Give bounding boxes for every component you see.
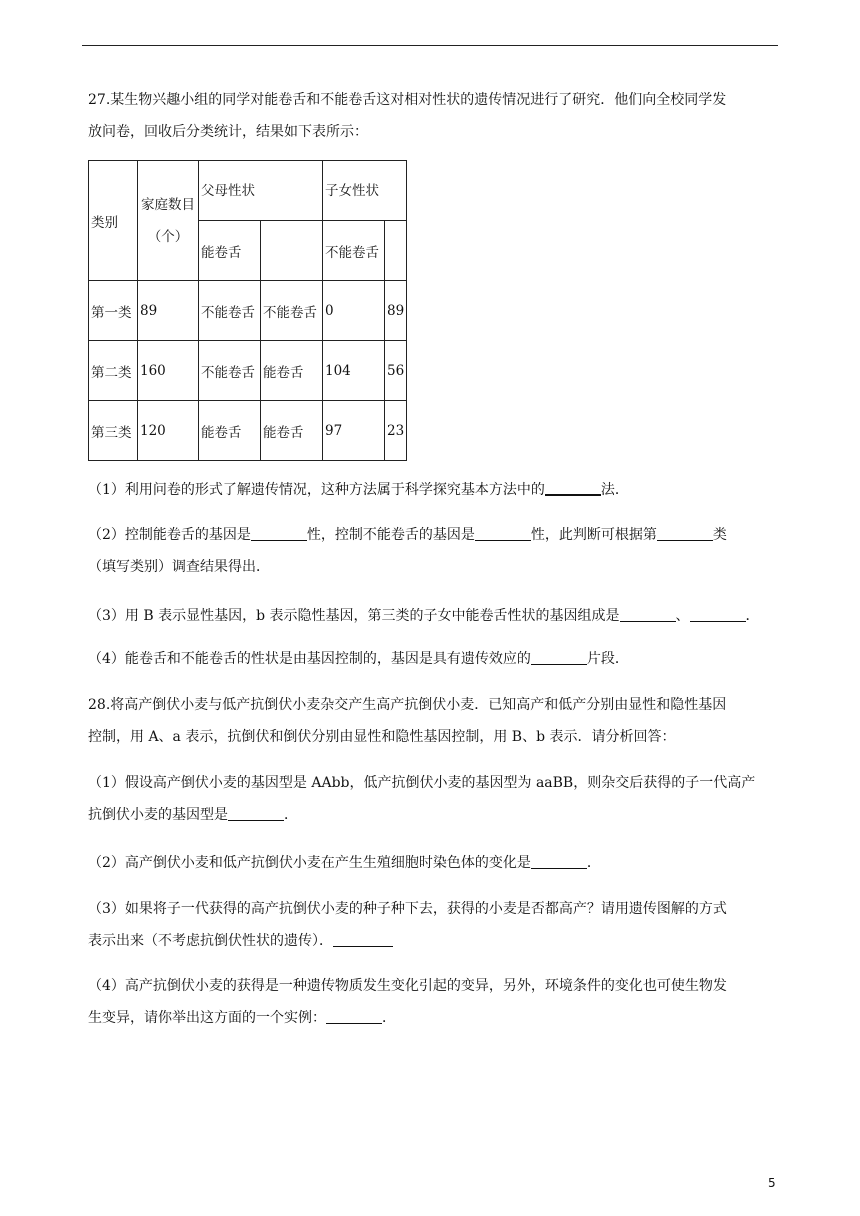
answer-blank[interactable] bbox=[620, 605, 676, 622]
q27-intro: 27.某生物兴趣小组的同学对能卷舌和不能卷舌这对相对性状的遗传情况进行了研究．他们向全校同学发 放问卷，回收后分类统计，结果如下表所示： bbox=[88, 92, 727, 140]
answer-blank[interactable] bbox=[531, 852, 587, 869]
header-children: 子女性状 bbox=[323, 161, 407, 221]
sub-empty bbox=[385, 221, 407, 281]
q27-sub1: （1）利用问卷的形式了解遗传情况，这种方法属于科学探究基本方法中的 法． bbox=[88, 474, 780, 506]
answer-blank[interactable] bbox=[690, 605, 746, 622]
q27-sub2: （2）控制能卷舌的基因是 性，控制不能卷舌的基因是 性，此判断可根据第 类 （填写类别）调查结果得出． bbox=[88, 519, 780, 583]
q27-sub3: （3）用 B 表示显性基因，b 表示隐性基因，第三类的子女中能卷舌性状的基因组成是 、 ． bbox=[88, 600, 780, 632]
sub-can-roll: 能卷舌 bbox=[199, 221, 261, 281]
answer-blank[interactable] bbox=[475, 524, 531, 541]
q28-intro: 28.将高产倒伏小麦与低产抗倒伏小麦杂交产生高产抗倒伏小麦．已知高产和低产分别由显性和隐性基因 控制，用 A、a 表示，抗倒伏和倒伏分别由显性和隐性基因控制，用 B、b 表示．请分析回答： bbox=[88, 697, 727, 745]
page-number: 5 bbox=[768, 1176, 776, 1190]
header-rule bbox=[82, 45, 778, 46]
q27-sub4: （4）能卷舌和不能卷舌的性状是由基因控制的，基因是具有遗传效应的 片段． bbox=[88, 643, 780, 675]
answer-blank[interactable] bbox=[326, 1007, 382, 1024]
answer-blank[interactable] bbox=[228, 804, 284, 821]
q28-sub2: （2）高产倒伏小麦和低产抗倒伏小麦在产生生殖细胞时染色体的变化是 ． bbox=[88, 847, 780, 879]
header-category: 类别 bbox=[89, 161, 138, 281]
answer-blank[interactable] bbox=[657, 524, 713, 541]
header-families: 家庭数目 （个） bbox=[138, 161, 199, 281]
q28-sub3: （3）如果将子一代获得的高产抗倒伏小麦的种子种下去，获得的小麦是否都高产？请用遗传图解的方式 表示出来（不考虑抗倒伏性状的遗传）． bbox=[88, 901, 727, 949]
q28-sub4: （4）高产抗倒伏小麦的获得是一种遗传物质发生变化引起的变异，另外，环境条件的变化也可使生物发 生变异，请你举出这方面的一个实例： ． bbox=[88, 978, 727, 1026]
q28-sub1: （1）假设高产倒伏小麦的基因型是 AAbb，低产抗倒伏小麦的基因型为 aaBB，则杂交后获得的子一代高产 抗倒伏小麦的基因型是 ． bbox=[88, 775, 756, 823]
answer-blank[interactable] bbox=[333, 930, 393, 947]
sub-cannot-roll: 不能卷舌 bbox=[323, 221, 385, 281]
answer-blank[interactable] bbox=[251, 524, 307, 541]
header-parents: 父母性状 bbox=[199, 161, 323, 221]
table-row: 第三类 120 能卷舌 能卷舌 97 23 bbox=[89, 401, 407, 461]
answer-blank[interactable] bbox=[531, 648, 587, 665]
table-row: 第二类 160 不能卷舌 能卷舌 104 56 bbox=[89, 341, 407, 401]
sub-empty bbox=[261, 221, 323, 281]
table-row: 第一类 89 不能卷舌 不能卷舌 0 89 bbox=[89, 281, 407, 341]
answer-blank[interactable] bbox=[545, 478, 601, 496]
survey-table bbox=[88, 160, 407, 461]
